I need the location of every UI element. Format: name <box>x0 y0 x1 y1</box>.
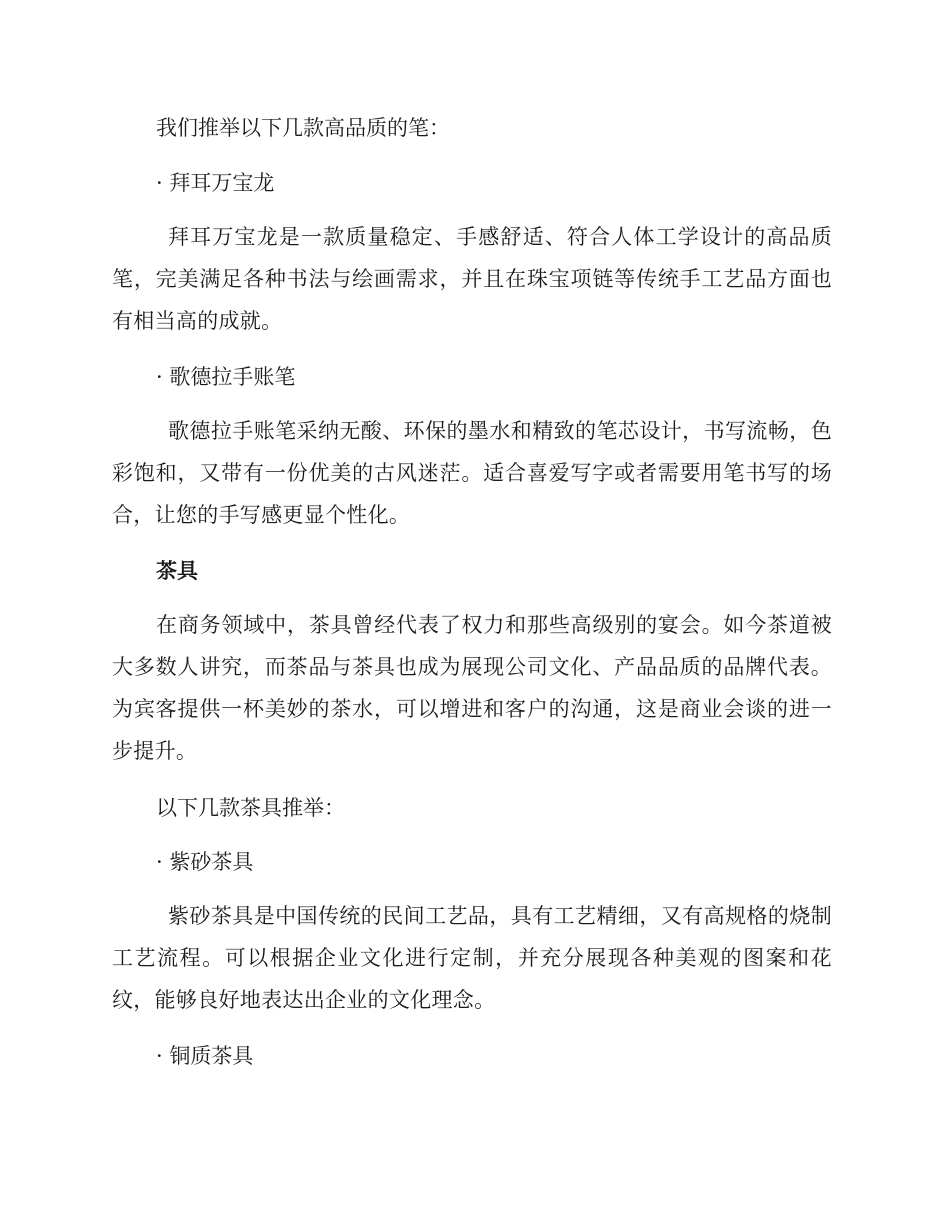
tea-item-title: · 铜质茶具 <box>156 1044 254 1068</box>
tea-intro: 以下几款茶具推举： <box>156 796 345 820</box>
pen-item-description: 拜耳万宝龙是一款质量稳定、手感舒适、符合人体工学设计的高品质笔，完美满足各种书法与绘画需求，并且在珠宝项链等传统手工艺品方面也有相当高的成就。 <box>112 225 832 333</box>
section-heading-tea: 茶具 <box>156 559 198 583</box>
tea-item-title: · 紫砂茶具 <box>156 850 254 874</box>
pen-item-description: 歌德拉手账笔采纳无酸、环保的墨水和精致的笔芯设计，书写流畅，色彩饱和，又带有一份优美的古风迷茫。适合喜爱写字或者需要用笔书写的场合，让您的手写感更显个性化。 <box>112 419 832 527</box>
pens-intro: 我们推举以下几款高品质的笔： <box>156 116 450 140</box>
tea-paragraph: 在商务领域中，茶具曾经代表了权力和那些高级别的宴会。如今茶道被大多数人讲究，而茶品与茶具也成为展现公司文化、产品品质的品牌代表。为宾客提供一杯美妙的茶水，可以增进和客户的沟通，这是商业会谈的进一步提升。 <box>112 613 832 763</box>
pen-item-title: · 歌德拉手账笔 <box>156 365 296 389</box>
tea-item-description: 紫砂茶具是中国传统的民间工艺品，具有工艺精细，又有高规格的烧制工艺流程。可以根据企业文化进行定制，并充分展现各种美观的图案和花纹，能够良好地表达出企业的文化理念。 <box>112 904 832 1012</box>
pen-item-title: · 拜耳万宝龙 <box>156 171 275 195</box>
